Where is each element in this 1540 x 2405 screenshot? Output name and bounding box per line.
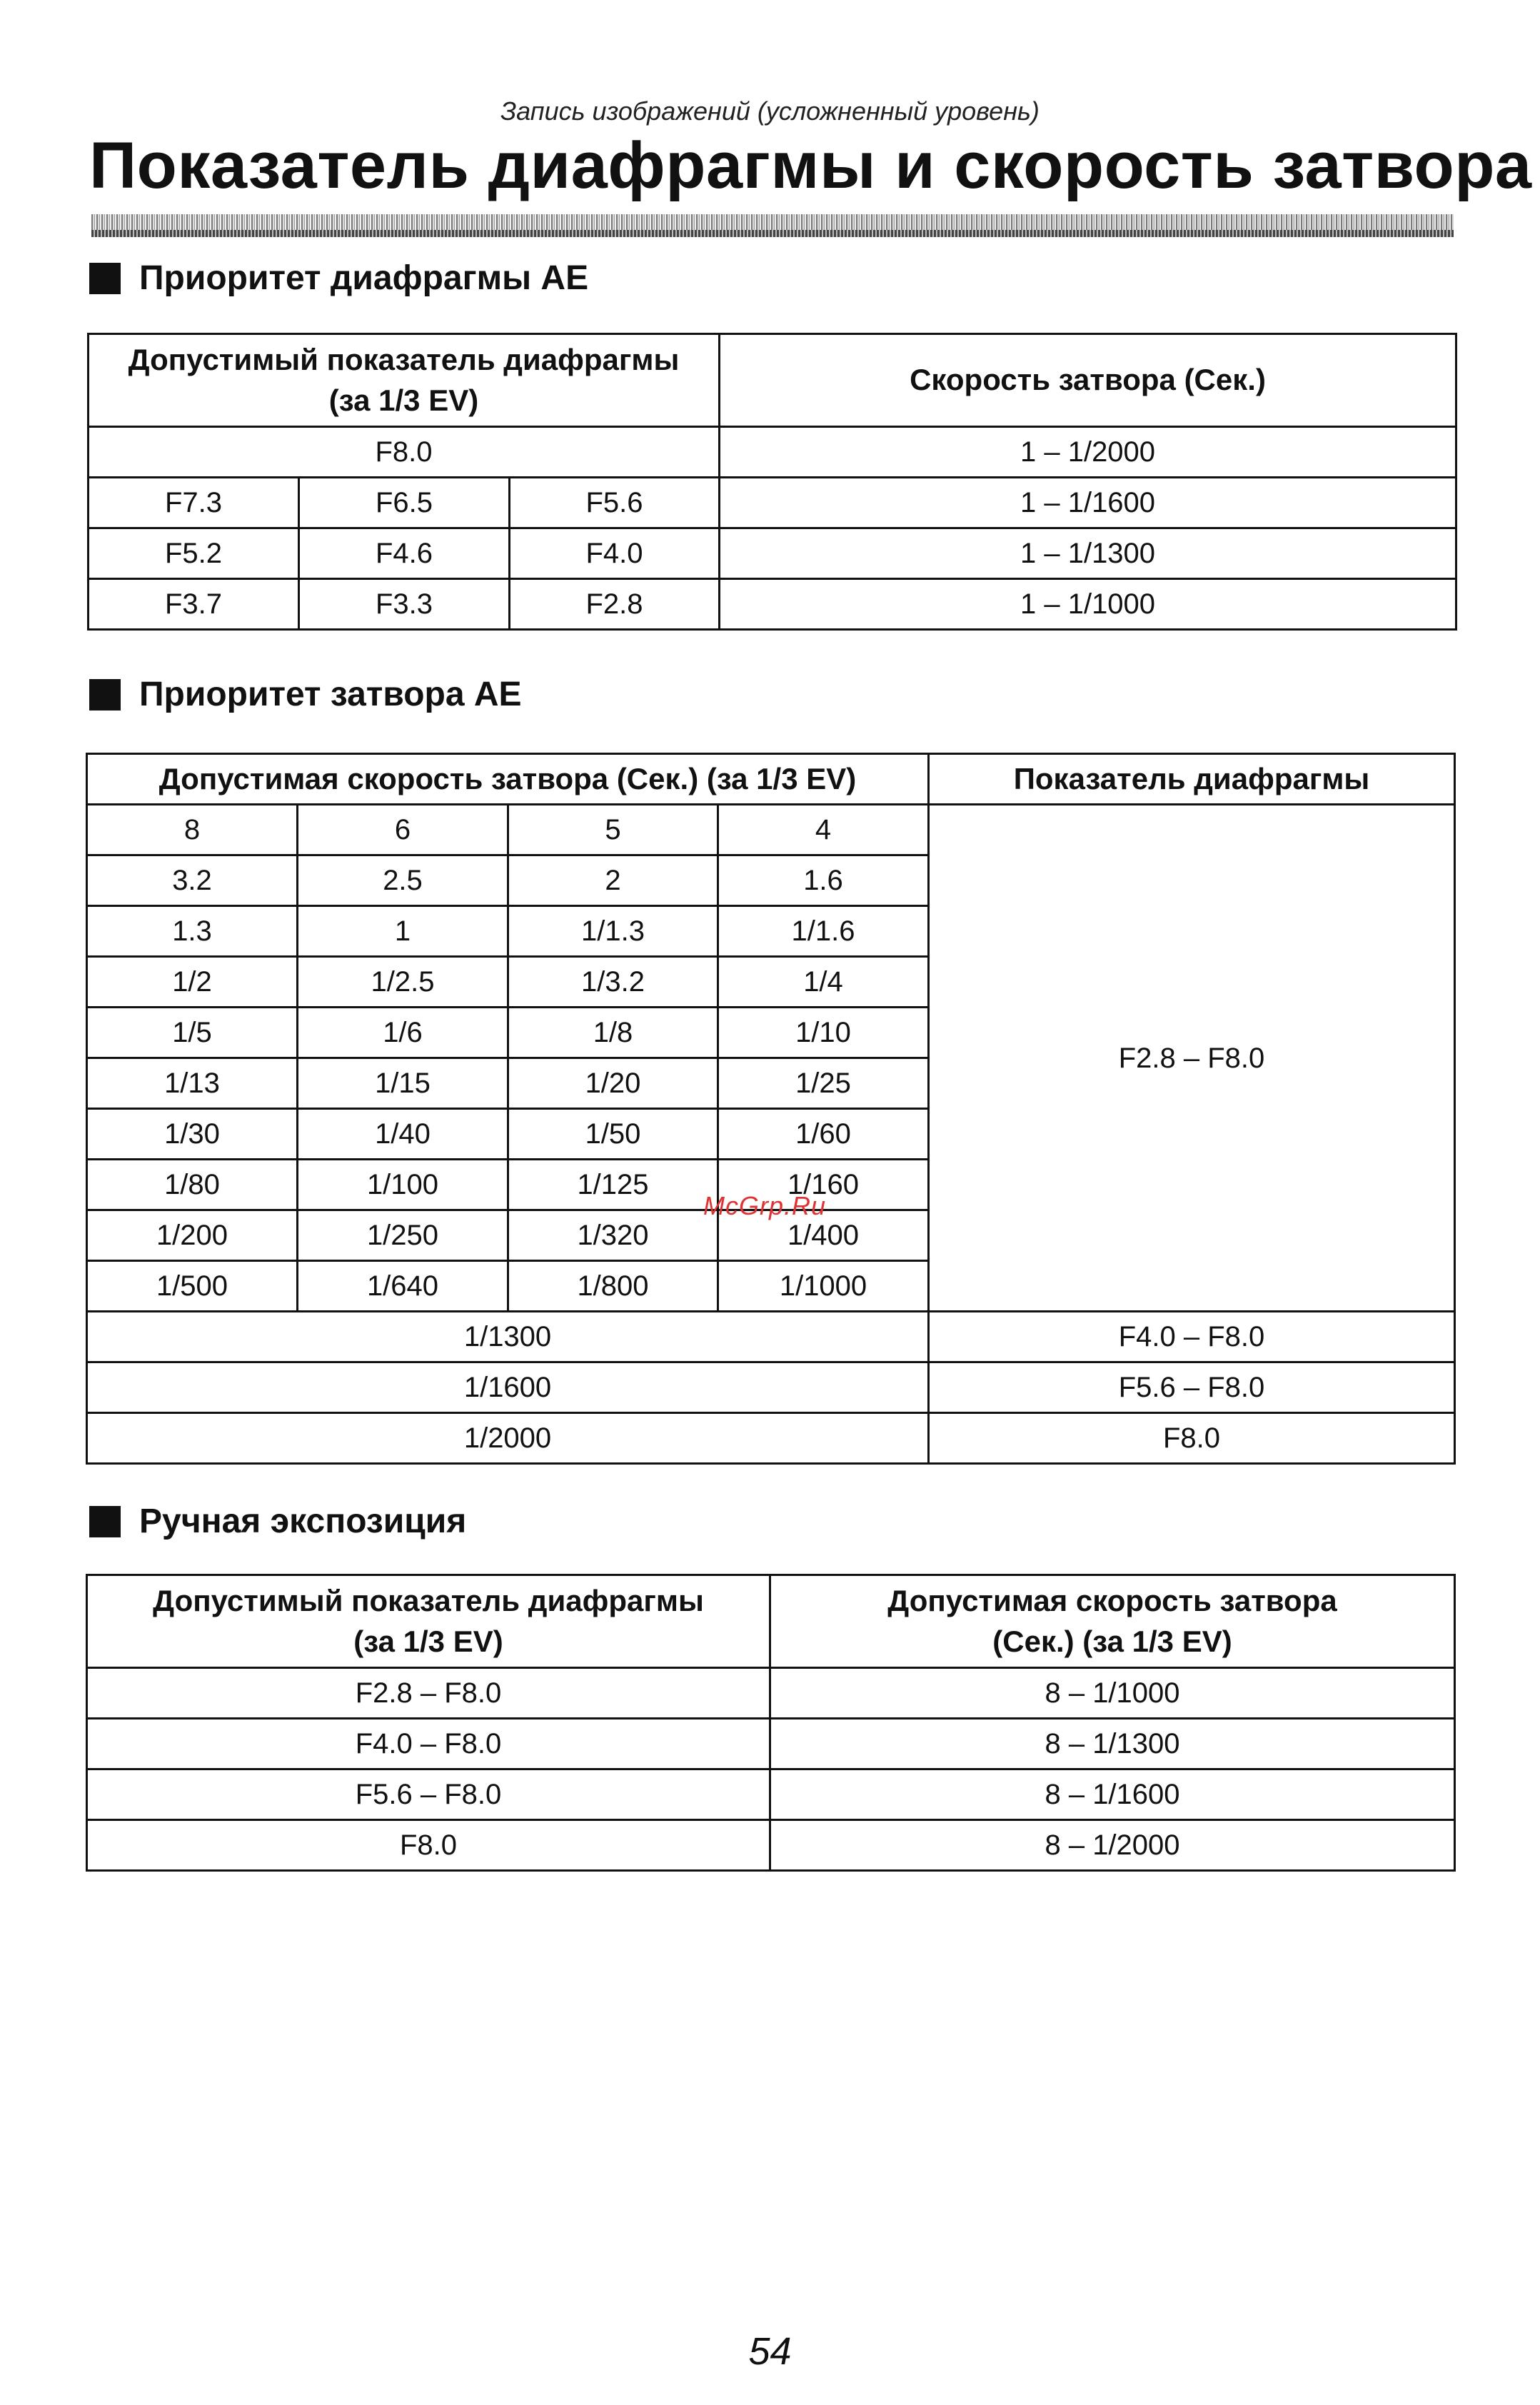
header-shutter-speed: Допустимая скорость затвора (Сек.) (за 1/3 EV) [87,754,929,805]
aperture-cell: F8.0 [89,427,720,478]
table-row [87,1413,1455,1464]
speed-cell: 1/30 [87,1109,298,1160]
aperture-cell: F2.8 – F8.0 [87,1668,770,1719]
title-underline [91,214,1454,237]
speed-cell: 1/1000 [718,1261,929,1312]
aperture-cell: F2.8 [510,579,720,630]
header-shutter-speed [770,1575,1455,1668]
aperture-cell: F5.6 – F8.0 [87,1769,770,1820]
speed-cell: 1/60 [718,1109,929,1160]
speed-cell: 1 – 1/1000 [720,579,1456,630]
speed-cell: 1/2.5 [298,957,508,1008]
header-aperture [89,334,720,427]
section-heading-text: Приоритет диафрагмы AE [139,259,589,297]
section-shutter-priority-heading [89,675,522,714]
square-bullet-icon [89,679,121,711]
aperture-cell: F5.6 – F8.0 [929,1362,1455,1413]
shutter-priority-table [86,753,1456,1465]
header-aperture-line2: (за 1/3 EV) [328,383,479,417]
speed-cell: 3.2 [87,855,298,906]
table-row [87,1719,1455,1769]
aperture-cell: F4.0 – F8.0 [929,1312,1455,1362]
watermark: McGrp.Ru [703,1191,827,1220]
speed-cell: 5 [508,805,718,855]
speed-cell: 1/200 [87,1210,298,1261]
header-shutter-speed: Скорость затвора (Сек.) [720,334,1456,427]
table-row [87,1820,1455,1871]
speed-cell: 1/3.2 [508,957,718,1008]
table-row [87,1362,1455,1413]
speed-cell: 8 – 1/2000 [770,1820,1455,1871]
speed-cell: 1/640 [298,1261,508,1312]
speed-cell: 1/320 [508,1210,718,1261]
section-heading-text: Ручная экспозиция [139,1502,467,1540]
speed-cell: 1/100 [298,1160,508,1210]
speed-cell: 1 – 1/1600 [720,478,1456,528]
speed-cell: 1/250 [298,1210,508,1261]
speed-cell: 1/500 [87,1261,298,1312]
table-header-row [89,334,1456,427]
speed-cell: 1/20 [508,1058,718,1109]
speed-cell: 1/80 [87,1160,298,1210]
speed-cell: 8 [87,805,298,855]
table-row [87,1769,1455,1820]
speed-cell: 1/1600 [87,1362,929,1413]
table-header-row [87,1575,1455,1668]
speed-cell: 8 – 1/1000 [770,1668,1455,1719]
aperture-cell: F8.0 [87,1820,770,1871]
speed-cell: 1/50 [508,1109,718,1160]
speed-cell: 1/13 [87,1058,298,1109]
manual-exposure-table [86,1574,1456,1872]
table-row [89,478,1456,528]
speed-cell: 1/125 [508,1160,718,1210]
header-aperture: Показатель диафрагмы [929,754,1455,805]
table-row [89,579,1456,630]
aperture-priority-table [87,333,1457,631]
aperture-cell: F3.7 [89,579,299,630]
speed-cell: 1/15 [298,1058,508,1109]
speed-cell: 1/2 [87,957,298,1008]
header-aperture-line1: Допустимый показатель диафрагмы [153,1583,704,1617]
speed-cell: 1/5 [87,1008,298,1058]
aperture-cell: F4.0 – F8.0 [87,1719,770,1769]
table-row [89,427,1456,478]
aperture-cell: F5.2 [89,528,299,579]
speed-cell: 1/40 [298,1109,508,1160]
speed-cell: 1/8 [508,1008,718,1058]
speed-cell: 1/1300 [87,1312,929,1362]
speed-cell: 1/1.6 [718,906,929,957]
table-row [87,1668,1455,1719]
header-speed-line2: (Сек.) (за 1/3 EV) [992,1624,1232,1658]
speed-cell: 6 [298,805,508,855]
speed-cell: 1/2000 [87,1413,929,1464]
header-aperture-line1: Допустимый показатель диафрагмы [128,342,680,376]
header-aperture [87,1575,770,1668]
table-row [87,1312,1455,1362]
aperture-cell: F6.5 [299,478,510,528]
square-bullet-icon [89,263,121,294]
aperture-cell: F7.3 [89,478,299,528]
speed-cell: 1/800 [508,1261,718,1312]
header-aperture-line2: (за 1/3 EV) [353,1624,503,1658]
speed-cell: 1/1.3 [508,906,718,957]
aperture-cell: F3.3 [299,579,510,630]
header-speed-line1: Допустимая скорость затвора [887,1583,1337,1617]
aperture-cell: F4.0 [510,528,720,579]
square-bullet-icon [89,1506,121,1537]
aperture-cell: F5.6 [510,478,720,528]
speed-cell: 4 [718,805,929,855]
section-heading-text: Приоритет затвора AE [139,676,522,713]
page-title: Показатель диафрагмы и скорость затвора [89,129,1532,202]
speed-cell: 2.5 [298,855,508,906]
speed-cell: 1/10 [718,1008,929,1058]
speed-cell: 1.6 [718,855,929,906]
aperture-range-cell: F2.8 – F8.0 [929,805,1455,1312]
speed-cell: 8 – 1/1300 [770,1719,1455,1769]
page-subtitle: Запись изображений (усложненный уровень) [500,96,1040,126]
section-manual-exposure-heading [89,1502,466,1541]
speed-cell: 1.3 [87,906,298,957]
speed-cell: 1/25 [718,1058,929,1109]
speed-cell: 1/6 [298,1008,508,1058]
table-header-row [87,754,1455,805]
speed-cell: 1 [298,906,508,957]
speed-cell: 2 [508,855,718,906]
aperture-cell: F8.0 [929,1413,1455,1464]
speed-cell: 1 – 1/1300 [720,528,1456,579]
speed-cell: 1/4 [718,957,929,1008]
speed-cell: 1 – 1/2000 [720,427,1456,478]
speed-cell: 1/160 [718,1160,929,1210]
section-aperture-priority-heading [89,258,588,298]
aperture-cell: F4.6 [299,528,510,579]
speed-cell: 8 – 1/1600 [770,1769,1455,1820]
page-number: 54 [748,2330,792,2373]
speed-cell: 1/400 [718,1210,929,1261]
table-row [87,805,1455,855]
table-row [89,528,1456,579]
